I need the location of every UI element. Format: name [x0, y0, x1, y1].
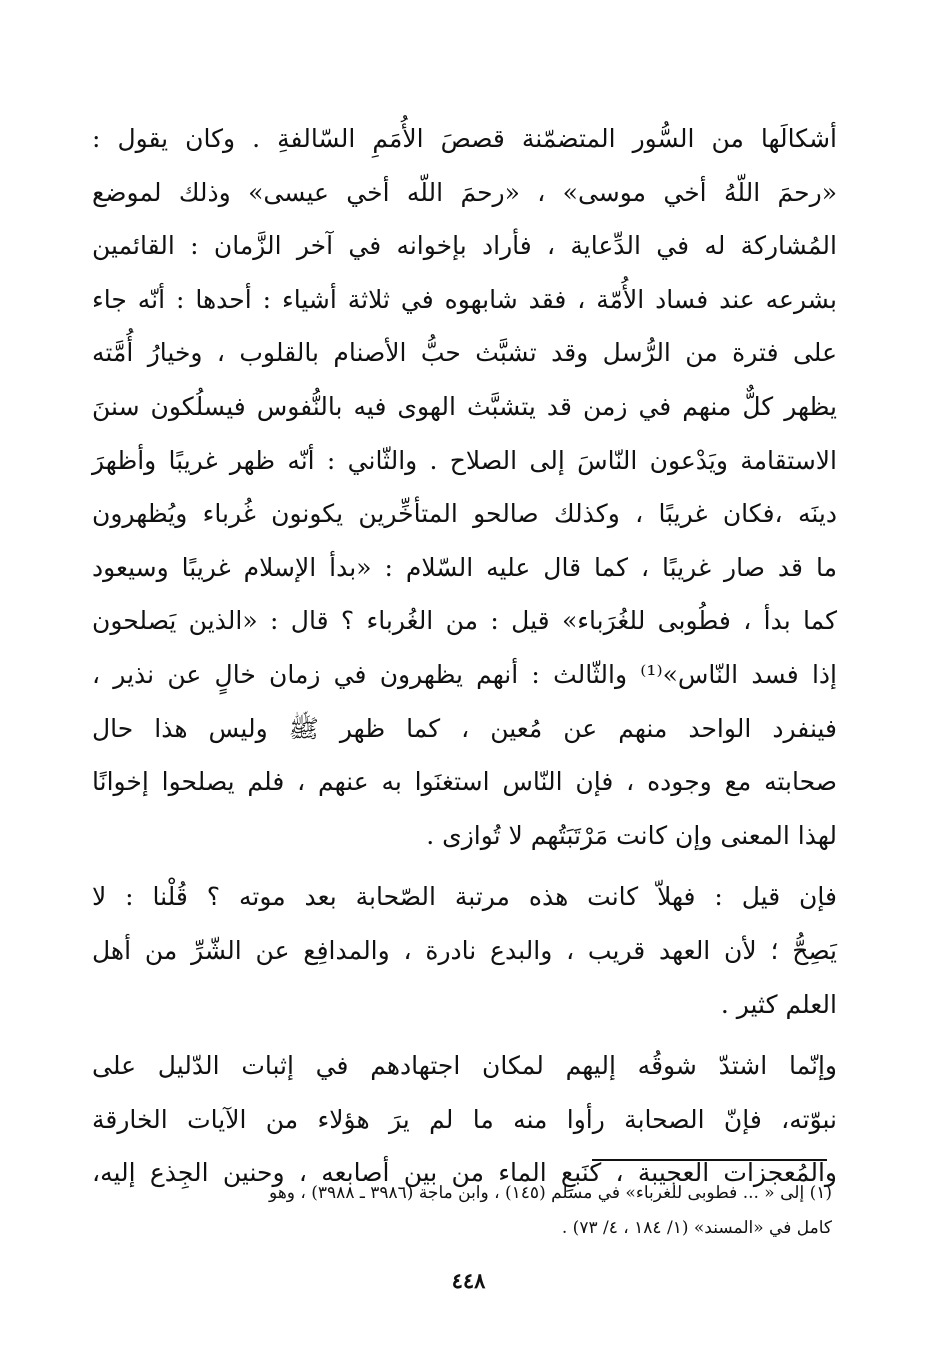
- text-line: العلم كثير .: [720, 989, 837, 1019]
- text-line: صحابته مع وجوده ، فإن النّاس استغنَوا به عنهم ، فلم يصلحوا إخوانًا: [92, 767, 837, 797]
- text-line: فينفرد الواحد منهم عن مُعين ، كما ظهر ﷺ وليس هذا حال: [92, 713, 837, 743]
- footnote-line: كامل في «المسند» (١/ ١٨٤ ، ٤/ ٧٣) .: [561, 1218, 832, 1238]
- text-line: لهذا المعنى وإن كانت مَرْتَبَتُهم لا تُوازى .: [426, 820, 837, 850]
- text-line: بشرعه عند فساد الأُمّة ، فقد شابهوه في ثلاثة أشياء : أحدها : أنّه جاء: [92, 284, 837, 314]
- text-line: على فترة من الرُّسل وقد تشبَّث حبُّ الأصنام بالقلوب ، وخيارُ أُمَّته: [92, 338, 837, 368]
- text-line: «رحمَ اللّهُ أخي موسى» ، «رحمَ اللّه أخي عيسى» وذلك لموضع: [92, 177, 837, 207]
- paragraph-2: [92, 870, 837, 1031]
- footnote-line: (١) إلى « ... فطوبى للغرباء» في مسلم (١٤٥) ، وابن ماجة (٣٩٨٦ ـ ٣٩٨٨) ، وهو: [269, 1183, 832, 1203]
- paragraph-1: [92, 112, 837, 862]
- text-line: إذا فسد النّاس»⁽¹⁾ والثّالث : أنهم يظهرون في زمان خالٍ عن نذير ،: [92, 659, 837, 689]
- text-line: كما بدأ ، فطُوبى للغُرَباء» قيل : من الغُرباء ؟ قال : «الذين يَصلحون: [92, 606, 837, 636]
- text-line: يَصِحُّ ؛ لأن العهد قريب ، والبدع نادرة ، والمدافِع عن الشّرِّ من أهل: [92, 935, 837, 965]
- text-line: فإن قيل : فهلاّ كانت هذه مرتبة الصّحابة بعد موته ؟ قُلْنا : لا: [92, 882, 837, 912]
- text-line: وإنّما اشتدّ شوقُه إليهم لمكان اجتهادهم في إثبات الدّليل على: [92, 1051, 837, 1081]
- text-line: نبوّته، فإنّ الصحابة رأوا منه ما لم يرَ هؤلاء من الآيات الخارقة: [92, 1104, 837, 1134]
- page-number: ٤٤٨: [451, 1268, 486, 1293]
- text-line: الاستقامة ويَدْعون النّاسَ إلى الصلاح . والثّاني : أنّه ظهر غريبًا وأظهرَ: [92, 445, 837, 475]
- text-line: والمُعجزات العجيبة ، كنَبعِ الماء من بين أصابعه ، وحنين الجِذع إليه،: [92, 1158, 837, 1188]
- text-line: ما قد صار غريبًا ، كما قال عليه السّلام : «بدأ الإسلام غريبًا وسيعود: [92, 552, 837, 582]
- text-line: أشكالَها من السُّور المتضمّنة قصصَ الأُمَمِ السّالفةِ . وكان يقول :: [92, 124, 837, 153]
- text-line: المُشاركة له في الدِّعاية ، فأراد بإخوانه في آخر الزَّمان : القائمين: [92, 231, 837, 261]
- footnote-separator: [592, 1159, 827, 1161]
- text-line: يظهر كلٌّ منهم في زمن قد يتشبَّث الهوى فيه بالنُّفوس فيسلُكون سننَ: [92, 391, 837, 421]
- text-line: دينَه ،فكان غريبًا ، وكذلك صالحو المتأخِّرين يكونون غُرباء ويُظهرون: [92, 499, 837, 529]
- footnote: [90, 1176, 832, 1246]
